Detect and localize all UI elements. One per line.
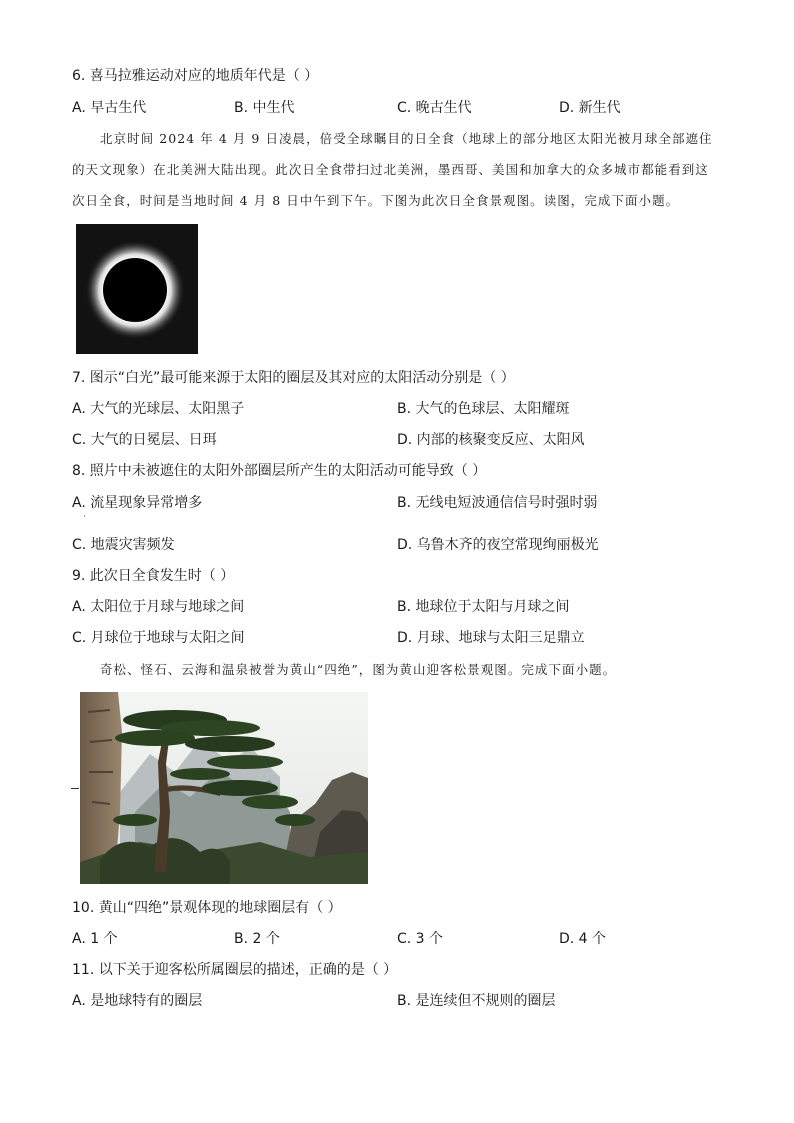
q10-stem: 10. 黄山“四绝”景观体现的地球圈层有（ ） xyxy=(72,900,342,916)
q9-option-d: D. 月球、地球与太阳三足鼎立 xyxy=(397,630,585,646)
q10-option-c: C. 3 个 xyxy=(397,931,444,947)
q6-stem: 6. 喜马拉雅运动对应的地质年代是（ ） xyxy=(72,68,319,84)
q7-option-b: B. 大气的色球层、太阳耀斑 xyxy=(397,401,570,417)
passage-huangshan xyxy=(72,654,720,685)
q9-stem: 9. 此次日全食发生时（ ） xyxy=(72,568,235,584)
q6-option-c: C. 晚古生代 xyxy=(397,100,472,116)
q11-stem: 11. 以下关于迎客松所属圈层的描述，正确的是（ ） xyxy=(72,962,398,978)
q6-option-a: A. 早古生代 xyxy=(72,100,147,116)
stray-dot: · xyxy=(83,512,86,522)
welcoming-pine-image xyxy=(80,692,368,884)
q10-option-b: B. 2 个 xyxy=(234,931,280,947)
q8-option-d: D. 乌鲁木齐的夜空常现绚丽极光 xyxy=(397,537,599,553)
q7-option-a: A. 大气的光球层、太阳黑子 xyxy=(72,401,245,417)
dash-mark xyxy=(71,788,79,789)
q9-option-a: A. 太阳位于月球与地球之间 xyxy=(72,599,245,615)
eclipse-image xyxy=(76,224,198,354)
q10-option-d: D. 4 个 xyxy=(559,931,607,947)
passage-huangshan-text: 奇松、怪石、云海和温泉被誉为黄山“四绝”，图为黄山迎客松景观图。完成下面小题。 xyxy=(100,662,617,677)
q8-option-c: C. 地震灾害频发 xyxy=(72,537,175,553)
passage-eclipse-text: 北京时间 2024 年 4 月 9 日凌晨，倍受全球瞩目的日全食（地球上的部分地区太阳光被月球全部遮住的天文现象）在北美洲大陆出现。此次日全食带扫过北美洲，墨西哥、美国和加拿大的众多城市都能看到这次日全食，时间是当地时间 4 月 8 日中午到下午。下图为此次日全食景观图。读图，完成下面小题。 xyxy=(72,131,713,208)
passage-eclipse xyxy=(72,123,720,216)
q7-option-d: D. 内部的核聚变反应、太阳风 xyxy=(397,432,585,448)
q11-option-a: A. 是地球特有的圈层 xyxy=(72,993,203,1009)
q9-option-c: C. 月球位于地球与太阳之间 xyxy=(72,630,245,646)
q8-option-b: B. 无线电短波通信信号时强时弱 xyxy=(397,495,598,511)
q11-option-b: B. 是连续但不规则的圈层 xyxy=(397,993,556,1009)
q7-stem: 7. 图示“白光”最可能来源于太阳的圈层及其对应的太阳活动分别是（ ） xyxy=(72,370,515,386)
q10-option-a: A. 1 个 xyxy=(72,931,118,947)
q8-option-a: A. 流星现象异常增多 xyxy=(72,495,203,511)
q9-option-b: B. 地球位于太阳与月球之间 xyxy=(397,599,570,615)
q6-option-b: B. 中生代 xyxy=(234,100,295,116)
q8-stem: 8. 照片中未被遮住的太阳外部圈层所产生的太阳活动可能导致（ ） xyxy=(72,463,487,479)
q7-option-c: C. 大气的日冕层、日珥 xyxy=(72,432,217,448)
q6-option-d: D. 新生代 xyxy=(559,100,621,116)
